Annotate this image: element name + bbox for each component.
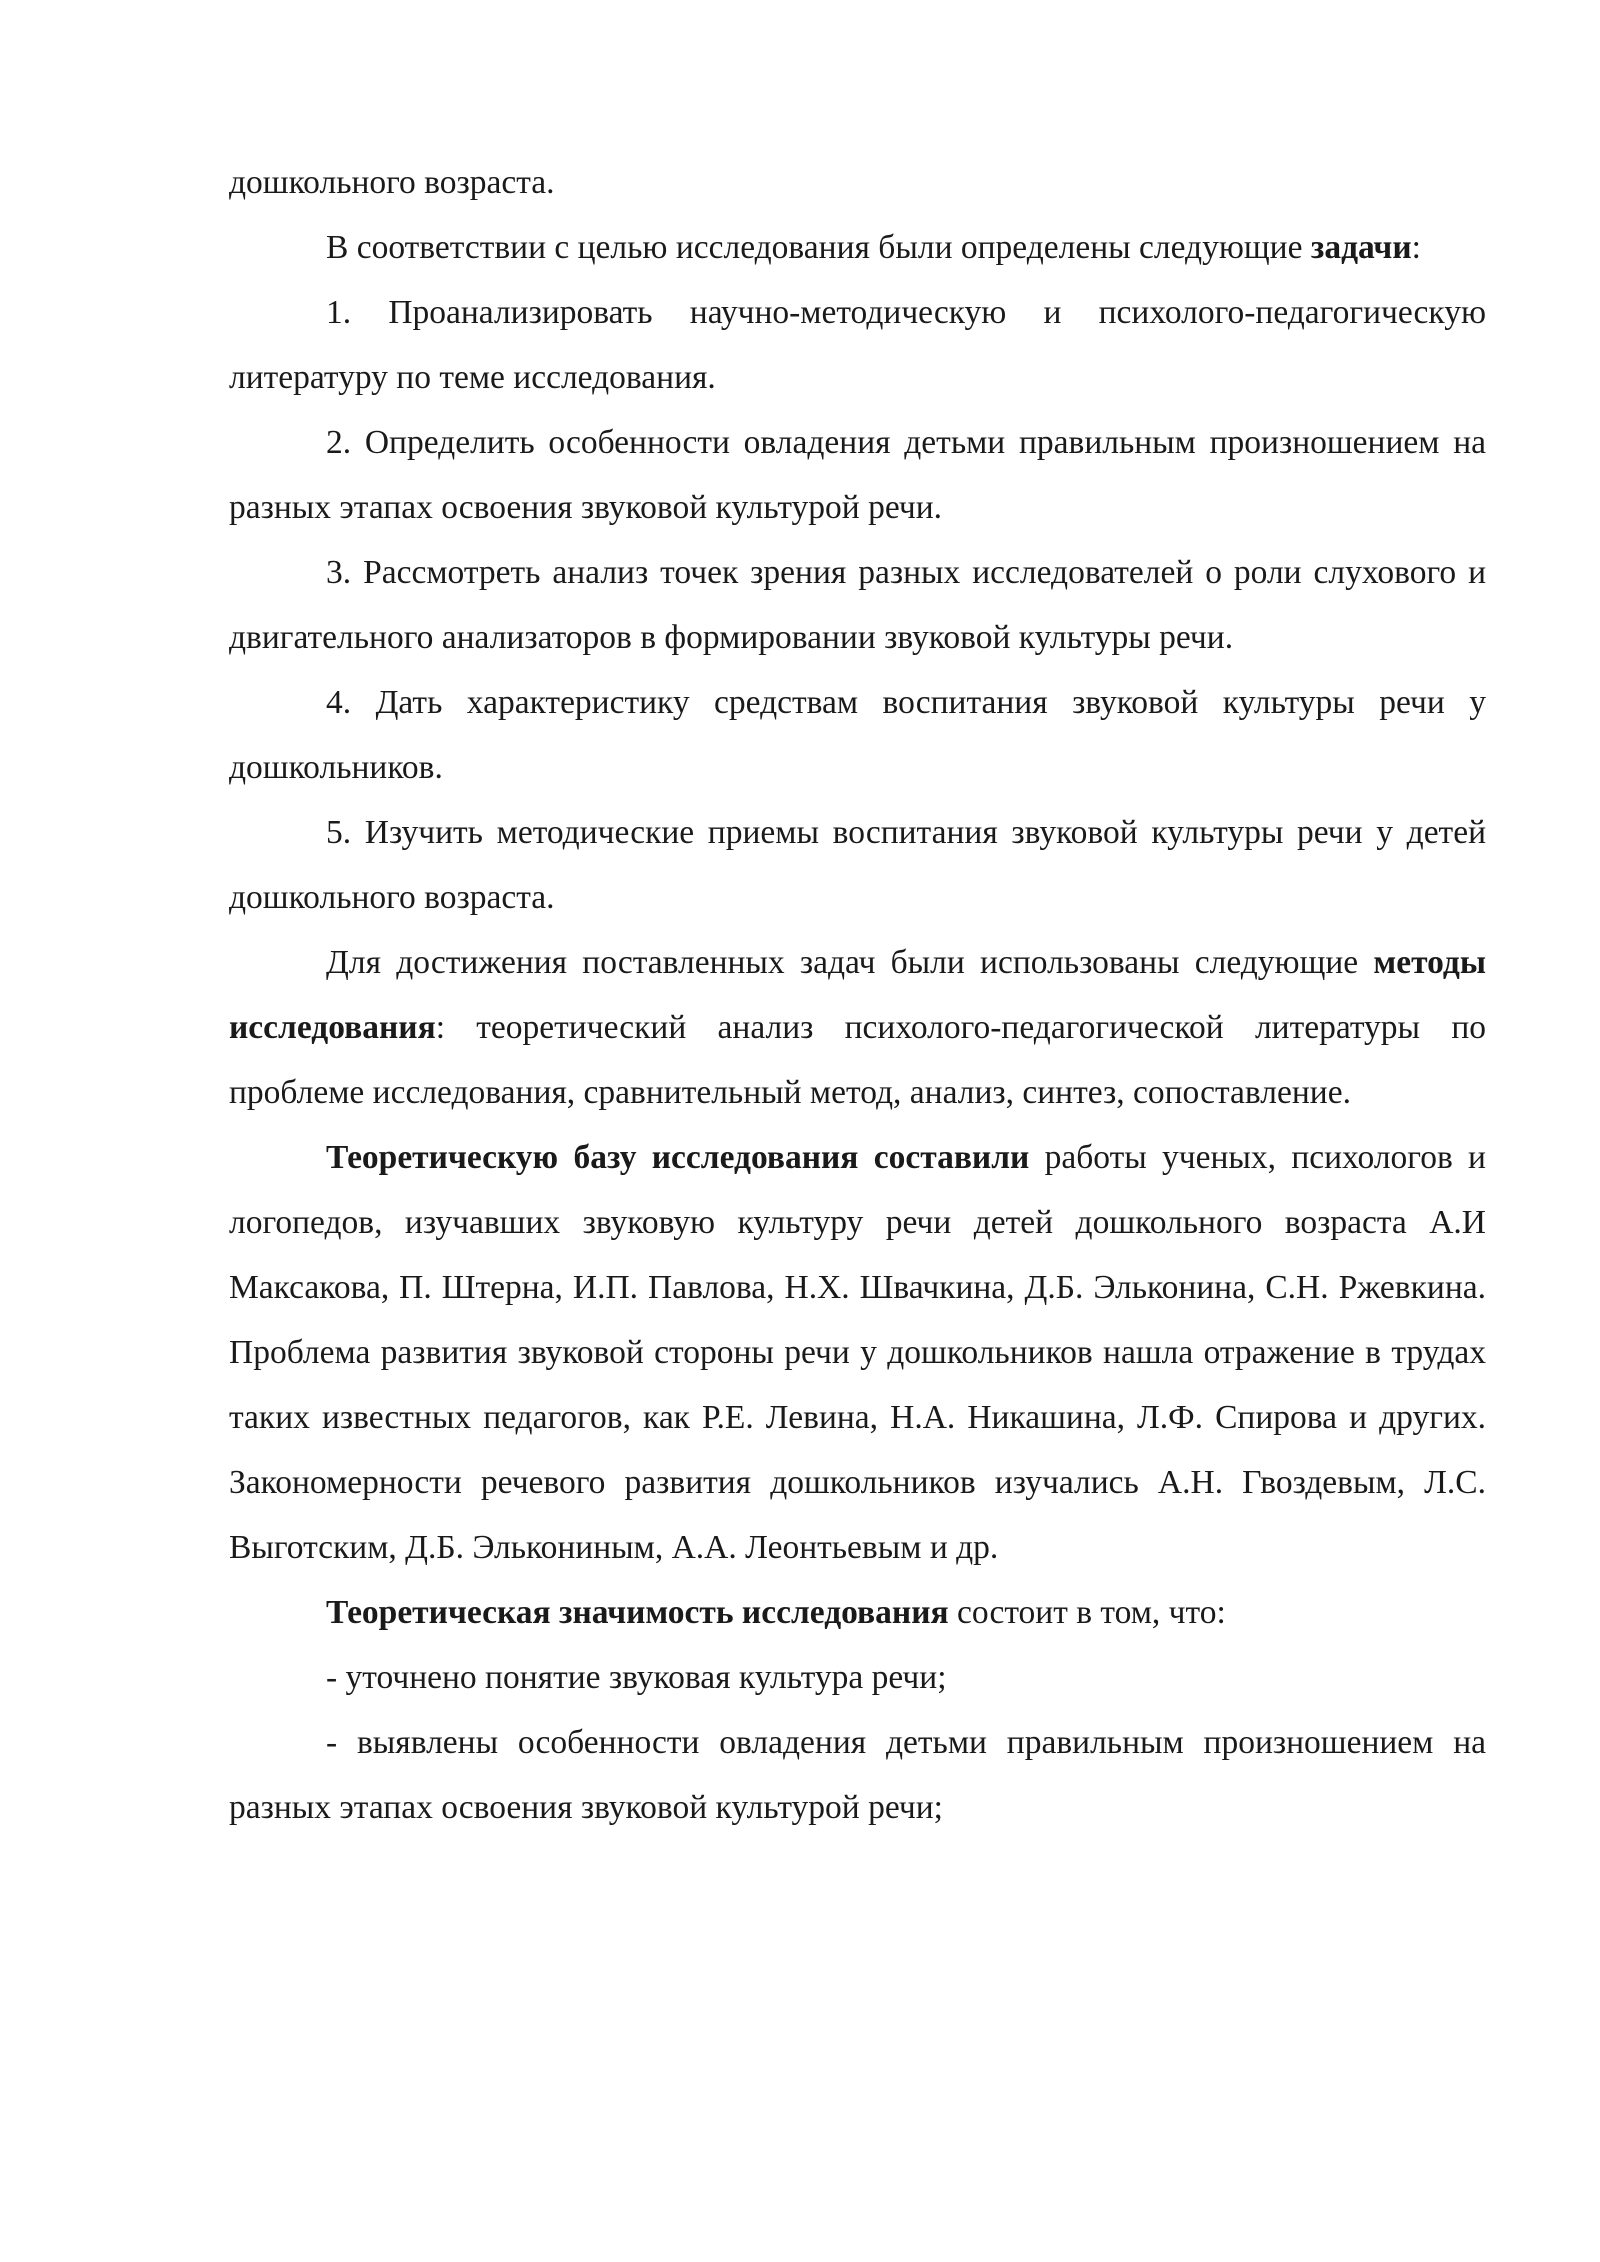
paragraph-text: 1. Проанализировать научно-методическую и психолого-педагогическую литературу по теме исследования. — [229, 294, 1486, 396]
paragraph-text: В соответствии с целью исследования были определены следующие — [326, 229, 1311, 266]
paragraph-text: : теоретический анализ психолого-педагогической литературы по проблеме исследования, сравнительный метод, анализ, синтез, сопоставление. — [229, 1009, 1486, 1111]
paragraph-continuation — [229, 150, 1486, 215]
paragraph-text: состоит в том, что: — [948, 1594, 1226, 1631]
paragraph-tasks-intro — [229, 215, 1486, 280]
bold-term-theoretical-base: Теоретическую базу исследования составили — [326, 1139, 1030, 1176]
paragraph-text: 3. Рассмотреть анализ точек зрения разных исследователей о роли слухового и двигательного анализаторов в формировании звуковой культуры речи. — [229, 554, 1486, 656]
paragraph-text: дошкольного возраста. — [229, 164, 555, 201]
bold-term-tasks: задачи — [1310, 229, 1412, 266]
task-item-4 — [229, 670, 1486, 800]
paragraph-text: Для достижения поставленных задач были использованы следующие — [326, 944, 1374, 981]
significance-item-2 — [229, 1710, 1486, 1840]
paragraph-text: 5. Изучить методические приемы воспитания звуковой культуры речи у детей дошкольного возраста. — [229, 814, 1486, 916]
paragraph-text: - уточнено понятие звуковая культура речи; — [326, 1659, 947, 1696]
paragraph-text: работы ученых, психологов и логопедов, изучавших звуковую культуру речи детей дошкольного возраста А.И Максакова, П. Штерна, И.П. Павлова, Н.Х. Швачкина, Д.Б. Эльконина, С.Н. Ржевкина. Проблема развития звуковой стороны речи у дошкольников нашла отражение в трудах таких известных педагогов, как Р.Е. Левина, Н.А. Никашина, Л.Ф. Спирова и других. Закономерности речевого развития дошкольников изучались А.Н. Гвоздевым, Л.С. Выготским, Д.Б. Элькониным, А.А. Леонтьевым и др. — [229, 1139, 1486, 1566]
bold-term-methods: методы исследования — [229, 944, 1486, 1046]
significance-item-1 — [229, 1645, 1486, 1710]
paragraph-text: : — [1411, 229, 1421, 266]
paragraph-text: 2. Определить особенности овладения детьми правильным произношением на разных этапах освоения звуковой культурой речи. — [229, 424, 1486, 526]
task-item-3 — [229, 540, 1486, 670]
paragraph-theoretical-significance — [229, 1580, 1486, 1645]
task-item-5 — [229, 800, 1486, 930]
paragraph-theoretical-base — [229, 1125, 1486, 1580]
task-item-1 — [229, 280, 1486, 410]
task-item-2 — [229, 410, 1486, 540]
paragraph-methods — [229, 930, 1486, 1125]
paragraph-text: 4. Дать характеристику средствам воспитания звуковой культуры речи у дошкольников. — [229, 684, 1486, 786]
paragraph-text: - выявлены особенности овладения детьми правильным произношением на разных этапах освоения звуковой культурой речи; — [229, 1724, 1486, 1826]
bold-term-theoretical-significance: Теоретическая значимость исследования — [326, 1594, 949, 1631]
document-page — [229, 150, 1486, 1840]
